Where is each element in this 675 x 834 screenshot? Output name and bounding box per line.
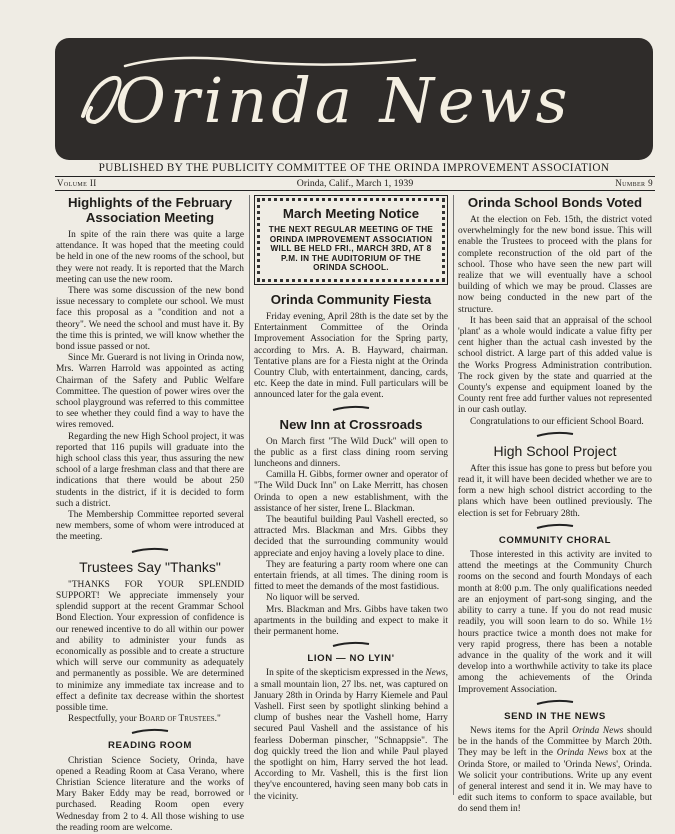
headline-fiesta: Orinda Community Fiesta bbox=[270, 291, 432, 307]
paragraph: News items for the April Orinda News should be in the hands of the Committee by March 20th. They may be left in the Orinda News box at the Orinda Store, or mailed to 'Orinda News', Orinda. We solicit your contributions. Write up any event of general interest and send it in. We may have to edit such items to conform to space available, but do send them in! bbox=[458, 725, 652, 815]
headline-choral: COMMUNITY CHORAL bbox=[498, 534, 612, 546]
ornament-divider bbox=[331, 405, 371, 412]
headline-send-news: SEND IN THE NEWS bbox=[504, 710, 606, 722]
top-rule bbox=[55, 176, 655, 177]
headline-new-inn: New Inn at Crossroads bbox=[279, 416, 423, 432]
paragraph: Since Mr. Guerard is not living in Orinda now, Mrs. Warren Harrold was appointed as acting Chairman of the Safety and Public Welfare Committee. The question of power wires over the school playground was referred to this committee to see whether they could find a way to have the wires removed. bbox=[56, 353, 244, 431]
ornament-divider bbox=[535, 699, 575, 706]
paragraph: Congratulations to our efficient School Board. bbox=[470, 416, 644, 427]
ornament-divider bbox=[535, 431, 575, 438]
paragraph: They are featuring a party room where one can entertain friends, at all times. The dining room is fitted to meet the demands of the most fastidious. bbox=[254, 559, 448, 593]
ornament-divider bbox=[535, 523, 575, 530]
paragraph: In spite of the skepticism expressed in the News, a small mountain lion, 27 lbs. net, was captured on January 28th in Orinda by Harry Kiemele and Paul Vashell. First seen by spotlight slinking behind a clump of bushes near the Vashell home, Harry secured Paul Vashell and the assistance of his fearless Doberman pinscher, "Schnappsie". The dog quickly treed the lion and while Paul played the spotlight on him, Harry served the hot lead. According to Mr. Vashell, this is the first lion they've encountered, having seen many bob cats in the vicinity. bbox=[254, 668, 449, 802]
signature bbox=[56, 714, 244, 725]
column-1 bbox=[56, 195, 244, 834]
headline-march-meeting: March Meeting Notice bbox=[282, 206, 420, 221]
masthead-banner bbox=[55, 38, 653, 160]
paragraph: Regarding the new High School project, it was reported that 116 pupils will graduate into the high school class this year, thus assuring the new school of a large freshman class and that there are indications that there would be about 250 students in the district, if it is decided to form such a district. bbox=[56, 431, 244, 509]
headline-highlights: Highlights of the February Association Meeting bbox=[67, 195, 233, 225]
headline-lion: LION — NO LYIN' bbox=[307, 653, 395, 665]
paragraph: Christian Science Society, Orinda, have opened a Reading Room at Casa Verano, where Christian Science literature and the works of Mary Baker Eddy may be read, borrowed or purchased. Reading Room open every Wednesday from 2 to 4. All those wishing to use the reading room are welcome. bbox=[56, 755, 244, 833]
column-2 bbox=[254, 195, 448, 803]
paragraph: No liquor will be served. bbox=[266, 593, 360, 604]
column-divider bbox=[249, 195, 250, 795]
issue-number: Number 9 bbox=[615, 178, 653, 188]
headline-reading-room: READING ROOM bbox=[108, 740, 192, 752]
ornament-divider bbox=[331, 641, 371, 648]
volume-label: Volume II bbox=[57, 178, 97, 188]
paragraph: Those interested in this activity are invited to attend the meetings at the Community Church rooms on the second and fourth Mondays of each month at 8:00 p.m. The only qualifications needed are an enjoyment of part-song singing, and the ability to carry a tune. If you do not read music readily, you will soon learn to do so. While 1½ hours practice twice a month does not make for very rapid progress, there has been a notable advance in the quality of the work and it will develop into a worthwhile activity to take its place among the achievements of the Orinda Improvement Association. bbox=[458, 550, 652, 695]
notice-text: THE NEXT REGULAR MEETING OF THE ORINDA IMPROVEMENT ASSOCIATION WILL BE HELD FRI., MARCH 3RD, AT 8 P.M. IN THE AUDITORIUM OF THE ORINDA SCHOOL. bbox=[268, 225, 434, 273]
paragraph: Camilla H. Gibbs, former owner and operator of "The Wild Duck Inn" on Lake Merritt, has chosen Orinda to open a new establishment, with the assistance of her sister, Irene L. Blackman. bbox=[254, 470, 448, 514]
column-3 bbox=[458, 195, 652, 816]
paragraph: In spite of the rain there was quite a large attendance. It was hoped that the meeting could be held in one of the new rooms of the school, but they were not ready. It is reported that the March meeting can use the new room. bbox=[56, 230, 244, 285]
paragraph: After this issue has gone to press but before you read it, it will have been decided whether we are to form a new high school district according to the plans which have been outlined previously. The election is set for February 28th. bbox=[458, 463, 652, 519]
headline-trustees: Trustees Say "Thanks" bbox=[79, 558, 221, 575]
column-divider bbox=[453, 195, 454, 795]
paragraph: There was some discussion of the new bond issue necessary to complete our school. We must face this proposal as a "condition and not a theory". We need the school and must have it. By the time this is printed, we will know whether the bond issue passed or not. bbox=[56, 286, 244, 353]
paragraph: The beautiful building Paul Vashell erected, so attracted Mrs. Blackman and Mrs. Gibbs they decided that the surrounding community would appreciate and enjoy having a lovely place to dine. bbox=[254, 515, 448, 559]
paragraph: On March first "The Wild Duck" will open to the public as a first class dining room serving luncheons and dinners. bbox=[254, 436, 448, 469]
bottom-rule bbox=[55, 190, 655, 191]
paragraph: Friday evening, April 28th is the date set by the Entertainment Committee of the Orinda Improvement Association for the Spring party, according to Mrs. A. B. Hayward, chairman. Tentative plans are for a Fiesta night at the Orinda Country Club, with entertainment, dancing, cards, etc. Keep the date in mind. Full particulars will be announced later for the gala event. bbox=[254, 311, 448, 401]
signature-suffix: " bbox=[216, 714, 221, 725]
signature-name: Board of Trustees. bbox=[139, 714, 217, 725]
masthead-title: Orinda News bbox=[115, 64, 572, 137]
paragraph: It has been said that an appraisal of the school 'plant' as a whole would indicate a value fifty per cent higher than the actual cash invested by the school district. A large part of this added value is the Works Progress Administration contribution. The rock given by the state and quarried at the County's expense and equipment loaned by the County rent free add further values not represented in our cash outlay. bbox=[458, 315, 652, 416]
paragraph: "THANKS FOR YOUR SPLENDID SUPPORT! We appreciate immensely your splendid support at the recent Grammar School Bond Election. Your expression of confidence is our renewed incentive to do all within our power and ability to administer your funds as economically as possible and to create a structure which will serve our community as adequately and permanently as possible. We are determined to minimize any immediate tax increase and to effect a definite tax decrease within the shortest possible time. bbox=[56, 579, 244, 713]
masthead-logo bbox=[55, 38, 653, 160]
headline-high-school: High School Project bbox=[493, 442, 617, 459]
ornament-divider bbox=[130, 728, 170, 735]
dateline: Orinda, Calif., March 1, 1939 bbox=[296, 178, 414, 189]
ornament-divider bbox=[130, 547, 170, 554]
publisher-line: PUBLISHED BY THE PUBLICITY COMMITTEE OF THE ORINDA IMPROVEMENT ASSOCIATION bbox=[98, 162, 610, 174]
meeting-notice-box bbox=[254, 195, 448, 285]
paragraph: The Membership Committee reported several new members, some of whom were introduced at the meeting. bbox=[56, 510, 244, 543]
headline-school-bonds: Orinda School Bonds Voted bbox=[467, 195, 643, 210]
paragraph: At the election on Feb. 15th, the district voted overwhelmingly for the new bond issue. This will enable the Trustees to proceed with the plans for complete reconstruction of the old part of the school. Those who have seen the new part will realize that we will eventually have a school building of which we may be proud. Classes are now being conducted in the new part of the structure. bbox=[458, 215, 652, 315]
paragraph: Mrs. Blackman and Mrs. Gibbs have taken two apartments in the building and expect to make it their permanent home. bbox=[254, 604, 448, 638]
signature-prefix: Respectfully, your bbox=[68, 714, 139, 725]
